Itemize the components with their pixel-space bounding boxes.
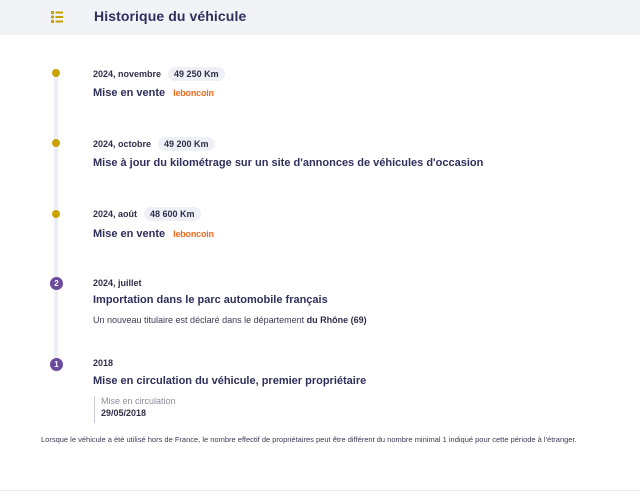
timeline-dot	[52, 210, 60, 218]
timeline-date: 2024, octobre	[93, 139, 152, 149]
timeline-title-text: Mise en circulation du véhicule, premier propriétaire	[93, 375, 367, 387]
timeline-date: 2024, août	[93, 209, 138, 219]
footnote: Lorsque le véhicule a été utilisé hors de France, le nombre effectif de propriétaires peut être différent du nombre minimal 1 indiqué pour cette période à l'étranger.	[41, 435, 577, 444]
timeline-date-line	[93, 66, 225, 82]
list-timeline-icon	[51, 11, 63, 23]
mileage-badge: 49 200 Km	[158, 137, 215, 151]
timeline-title-text: Mise à jour du kilométrage sur un site d'annonces de véhicules d'occasion	[93, 157, 484, 169]
timeline-title-text: Mise en vente	[93, 228, 166, 240]
department-name: du Rhône (69)	[306, 315, 367, 325]
page-title: Historique du véhicule	[94, 8, 247, 24]
description-text: Un nouveau titulaire est déclaré dans le département	[93, 315, 307, 325]
timeline-date: 2018	[93, 358, 114, 368]
timeline-title	[93, 87, 214, 99]
timeline-line	[54, 72, 58, 372]
timeline-title	[93, 375, 366, 387]
owner-number-badge: 2	[50, 277, 63, 290]
mileage-badge: 48 600 Km	[144, 207, 201, 221]
timeline-date: 2024, juillet	[93, 278, 142, 288]
registration-label: Mise en circulation	[101, 396, 176, 406]
timeline-title	[93, 228, 214, 240]
registration-detail	[94, 396, 176, 423]
timeline-dot	[52, 139, 60, 147]
timeline-date-line	[93, 136, 215, 152]
timeline-date-line	[93, 275, 142, 291]
timeline-date: 2024, novembre	[93, 69, 162, 79]
timeline-date-line	[93, 355, 113, 371]
timeline-title-text: Mise en vente	[93, 87, 166, 99]
timeline-dot	[52, 69, 60, 77]
timeline-title	[93, 294, 328, 306]
mileage-badge: 49 250 Km	[168, 67, 225, 81]
timeline-date-line	[93, 206, 201, 222]
card-header	[0, 0, 640, 35]
leboncoin-logo: leboncoin	[173, 88, 214, 98]
leboncoin-logo: leboncoin	[173, 229, 214, 239]
registration-date: 29/05/2018	[101, 408, 147, 418]
timeline-title-text: Importation dans le parc automobile français	[93, 294, 328, 306]
timeline-description	[93, 315, 367, 325]
timeline-title	[93, 157, 483, 169]
owner-number-badge: 1	[50, 358, 63, 371]
